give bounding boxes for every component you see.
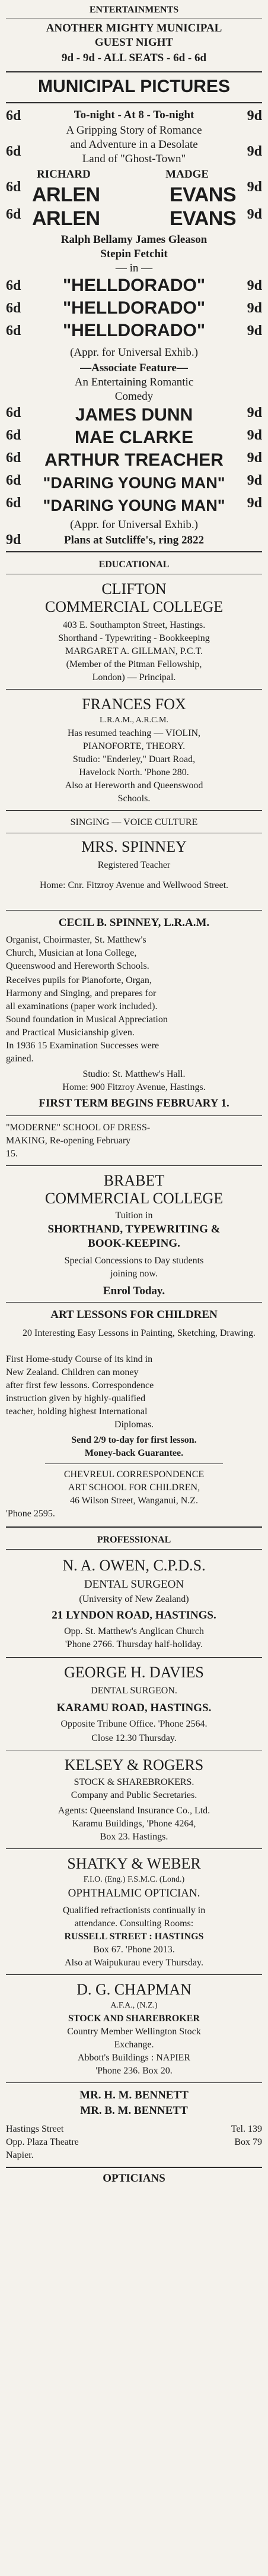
- cecil-text: gained.: [6, 1054, 34, 1064]
- brabet-special-2: joining now.: [110, 1269, 158, 1279]
- star-firstname-left: RICHARD: [37, 168, 91, 181]
- price-left: 6d: [6, 301, 21, 316]
- frances-name: FRANCES FOX: [82, 696, 186, 713]
- art-text: teacher, holding highest International: [6, 1406, 148, 1417]
- film-title-2: "DARING YOUNG MAN": [43, 474, 225, 492]
- chevreul-1: CHEVREUL CORRESPONDENCE: [63, 1469, 205, 1480]
- owen-name: N. A. OWEN, C.P.D.S.: [62, 1557, 206, 1574]
- davies-closed: Close 12.30 Thursday.: [91, 1733, 177, 1743]
- cecil-home: Home: 900 Fitzroy Avenue, Hastings.: [62, 1082, 206, 1092]
- bennett-left-2: Opp. Plaza Theatre: [6, 2137, 79, 2147]
- divider: [6, 810, 262, 811]
- clifton-subjects: Shorthand - Typewriting - Bookkeeping: [58, 633, 210, 643]
- shatky-title: OPHTHALMIC OPTICIAN.: [68, 1887, 200, 1899]
- frances-text: Schools.: [117, 794, 151, 804]
- associate-feature: —Associate Feature—: [80, 362, 188, 374]
- star-evans: EVANS: [169, 207, 236, 230]
- price-right: 9d: [247, 473, 262, 488]
- price-left: 6d: [6, 495, 21, 511]
- cecil-name: CECIL B. SPINNEY, L.R.A.M.: [58, 916, 210, 929]
- cecil-text: and Practical Musicianship given.: [6, 1028, 135, 1038]
- tonight-line: To-night - At 8 - To-night: [74, 109, 194, 121]
- price-right: 9d: [247, 179, 262, 195]
- frances-text: Also at Hereworth and Queenswood: [65, 780, 203, 791]
- star-evans: EVANS: [169, 184, 236, 206]
- owen-address: 21 LYNDON ROAD, HASTINGS.: [52, 1609, 216, 1622]
- approval-note: (Appr. for Universal Exhib.): [70, 519, 198, 531]
- price-right: 9d: [247, 323, 262, 339]
- associate-desc-2: Comedy: [114, 390, 154, 403]
- shatky-text: Qualified refractionists continually in: [62, 1905, 206, 1916]
- brabet-name-2: COMMERCIAL COLLEGE: [44, 1190, 224, 1207]
- star-arthur-treacher: ARTHUR TREACHER: [44, 450, 224, 470]
- frances-text: PIANOFORTE, THEORY.: [82, 741, 186, 751]
- moderne-text: 15.: [6, 1149, 18, 1159]
- price-line: 9d - 9d - ALL SEATS - 6d - 6d: [61, 52, 207, 64]
- price-right: 9d: [247, 144, 262, 159]
- divider: [6, 1526, 262, 1528]
- price-left: 6d: [6, 323, 21, 339]
- divider: [6, 71, 262, 72]
- art-text: New Zealand. Children can money: [6, 1367, 139, 1377]
- moderne-text: "MODERNE" SCHOOL OF DRESS-: [6, 1123, 151, 1133]
- film-title: "HELLDORADO": [62, 298, 206, 318]
- shatky-text: Box 67. 'Phone 2013.: [93, 1945, 175, 1955]
- mrs-spinney-role: Registered Teacher: [97, 860, 171, 870]
- star-firstname-right: MADGE: [165, 168, 209, 181]
- divider: [6, 1549, 262, 1550]
- bennett-left-3: Napier.: [6, 2150, 34, 2160]
- frances-text: Studio: "Enderley," Duart Road,: [72, 754, 196, 764]
- brabet-special: Special Concessions to Day students: [64, 1256, 204, 1266]
- chapman-text: Country Member Wellington Stock: [67, 2027, 201, 2037]
- owen-opp: Opp. St. Matthew's Anglican Church: [64, 1626, 204, 1636]
- divider: [6, 2082, 262, 2083]
- art-send-2: Money-back Guarantee.: [84, 1448, 184, 1458]
- bennett-name-1: MR. H. M. BENNETT: [79, 2089, 189, 2101]
- price-left: 6d: [6, 450, 21, 466]
- price-right: 9d: [247, 207, 262, 222]
- cecil-text: Receives pupils for Pianoforte, Organ,: [6, 975, 152, 985]
- divider: [6, 2167, 262, 2168]
- shatky-text: attendance. Consulting Rooms:: [74, 1918, 194, 1929]
- bennett-name-2: MR. B. M. BENNETT: [80, 2104, 188, 2117]
- price-right: 9d: [247, 450, 262, 466]
- divider: [6, 1302, 262, 1303]
- davies-address: KARAMU ROAD, HASTINGS.: [56, 1702, 212, 1714]
- brabet-name-1: BRABET: [103, 1172, 165, 1189]
- section-heading-opticians: OPTICIANS: [103, 2172, 165, 2185]
- divider: [6, 1115, 262, 1116]
- art-text: instruction given by highly-qualified: [6, 1393, 146, 1404]
- divider: [6, 910, 262, 911]
- singing-kicker: SINGING — VOICE CULTURE: [70, 817, 198, 827]
- shatky-quals: F.I.O. (Eng.) F.S.M.C. (Lond.): [83, 1875, 185, 1884]
- approval-note: (Appr. for Universal Exhib.): [70, 346, 198, 359]
- tagline-3: Land of "Ghost-Town": [82, 153, 186, 165]
- frances-quals: L.R.A.M., A.R.C.M.: [100, 716, 168, 725]
- chevreul-2: ART SCHOOL FOR CHILDREN,: [68, 1483, 200, 1493]
- tagline-2: and Adventure in a Desolate: [70, 138, 198, 151]
- art-lessons-title: ART LESSONS FOR CHILDREN: [50, 1308, 218, 1321]
- divider: [6, 102, 262, 103]
- price-left: 6d: [6, 428, 21, 443]
- price-left: 6d: [6, 144, 21, 159]
- price-right: 9d: [247, 278, 262, 293]
- frances-text: Havelock North. 'Phone 280.: [79, 767, 189, 777]
- section-heading-entertainments: ENTERTAINMENTS: [89, 5, 179, 15]
- art-text: Diplomas.: [114, 1420, 154, 1430]
- mrs-spinney-home: Home: Cnr. Fitzroy Avenue and Wellwood Street.: [39, 880, 229, 890]
- price-left: 6d: [6, 207, 21, 222]
- kelsey-sub: Company and Public Secretaries.: [71, 1790, 197, 1800]
- section-heading-professional: PROFESSIONAL: [97, 1535, 171, 1545]
- tagline-1: A Gripping Story of Romance: [66, 124, 202, 137]
- price-right: 9d: [247, 495, 262, 511]
- cecil-text: Sound foundation in Musical Appreciation: [6, 1014, 168, 1025]
- star-mae-clarke: MAE CLARKE: [75, 428, 193, 447]
- supporting-cast-2: Stepin Fetchit: [100, 248, 168, 260]
- divider: [6, 1848, 262, 1849]
- cecil-term: FIRST TERM BEGINS FEBRUARY 1.: [39, 1097, 229, 1110]
- owen-phone: 'Phone 2766. Thursday half-holiday.: [65, 1639, 203, 1649]
- brabet-tuition: Tuition in: [115, 1210, 153, 1221]
- price-right: 9d: [247, 301, 262, 316]
- owen-uni: (University of New Zealand): [79, 1594, 189, 1604]
- price-left: 9d: [6, 532, 21, 548]
- kelsey-agents: Agents: Queensland Insurance Co., Ltd.: [58, 1806, 210, 1816]
- kelsey-title: STOCK & SHAREBROKERS.: [74, 1777, 194, 1787]
- clifton-principal-2: (Member of the Pitman Fellowship,: [66, 659, 202, 669]
- divider: [6, 689, 262, 690]
- price-left: 6d: [6, 108, 21, 124]
- mrs-spinney-name: MRS. SPINNEY: [81, 838, 187, 855]
- price-left: 6d: [6, 179, 21, 195]
- plans-line: Plans at Sutcliffe's, ring 2822: [64, 534, 204, 546]
- price-right: 9d: [247, 108, 262, 124]
- davies-name: GEORGE H. DAVIES: [64, 1664, 204, 1681]
- owen-title: DENTAL SURGEON: [84, 1578, 184, 1591]
- cecil-text: In 1936 15 Examination Successes were: [6, 1041, 159, 1051]
- chapman-name: D. G. CHAPMAN: [76, 1981, 192, 1998]
- divider: [6, 1974, 262, 1975]
- clifton-address: 403 E. Southampton Street, Hastings.: [62, 620, 206, 630]
- bennett-right-2: Box 79: [234, 2137, 262, 2147]
- headline-line-1: ANOTHER MIGHTY MUNICIPAL: [46, 22, 222, 34]
- price-left: 6d: [6, 405, 21, 421]
- kelsey-agents-2: Karamu Buildings, 'Phone 4264,: [72, 1819, 196, 1829]
- cecil-text: Organist, Choirmaster, St. Matthew's: [6, 935, 146, 945]
- shatky-text: Also at Waipukurau every Thursday.: [65, 1958, 203, 1968]
- shatky-name: SHATKY & WEBER: [67, 1855, 201, 1872]
- clifton-name-2: COMMERCIAL COLLEGE: [44, 598, 224, 615]
- associate-desc: An Entertaining Romantic: [74, 376, 194, 388]
- brabet-subjects-2: BOOK-KEEPING.: [88, 1237, 180, 1250]
- clifton-principal-3: London) — Principal.: [92, 672, 176, 682]
- cecil-text: Queenswood and Hereworth Schools.: [6, 961, 149, 971]
- star-arlen: ARLEN: [32, 184, 100, 206]
- art-text: 20 Interesting Easy Lessons in Painting, Sketching, Drawing.: [23, 1328, 256, 1338]
- bennett-right-1: Tel. 139: [231, 2124, 262, 2134]
- star-arlen: ARLEN: [32, 207, 100, 230]
- art-send: Send 2/9 to-day for first lesson.: [71, 1435, 197, 1445]
- brabet-subjects: SHORTHAND, TYPEWRITING &: [47, 1223, 221, 1235]
- star-james-dunn: JAMES DUNN: [75, 405, 193, 425]
- divider: [6, 1657, 262, 1658]
- shatky-text: RUSSELL STREET : HASTINGS: [64, 1932, 204, 1942]
- film-title: "HELLDORADO": [62, 321, 206, 340]
- chapman-text: Exchange.: [114, 2040, 154, 2050]
- supporting-cast: Ralph Bellamy James Gleason: [60, 233, 208, 246]
- chapman-text: 'Phone 236. Box 20.: [95, 2066, 173, 2076]
- film-title: "HELLDORADO": [62, 276, 206, 295]
- chapman-quals: A.F.A., (N.Z.): [110, 2001, 158, 2010]
- cecil-text: Harmony and Singing, and prepares for: [6, 988, 157, 998]
- frances-text: Has resumed teaching — VIOLIN,: [67, 728, 201, 738]
- divider: [6, 551, 262, 552]
- art-text: First Home-study Course of its kind in: [6, 1354, 153, 1364]
- davies-opp: Opposite Tribune Office. 'Phone 2564.: [60, 1719, 208, 1729]
- price-left: 6d: [6, 278, 21, 293]
- cecil-studio: Studio: St. Matthew's Hall.: [82, 1069, 186, 1079]
- film-title-2: "DARING YOUNG MAN": [43, 497, 225, 514]
- clifton-principal: MARGARET A. GILLMAN, P.C.T.: [65, 646, 203, 656]
- moderne-text: MAKING, Re-opening February: [6, 1136, 131, 1146]
- price-right: 9d: [247, 428, 262, 443]
- cecil-text: Church, Musician at Iona College,: [6, 948, 137, 958]
- section-heading-educational: EDUCATIONAL: [98, 560, 170, 570]
- chapman-text: Abbott's Buildings : NAPIER: [77, 2053, 190, 2063]
- art-text: after first few lessons. Correspondence: [6, 1380, 154, 1390]
- bennett-left-1: Hastings Street: [6, 2124, 64, 2134]
- brabet-enrol: Enrol Today.: [103, 1285, 165, 1297]
- chevreul-phone: 'Phone 2595.: [6, 1509, 55, 1519]
- headline-line-2: GUEST NIGHT: [94, 36, 174, 49]
- chevreul-3: 46 Wilson Street, Wanganui, N.Z.: [69, 1496, 199, 1506]
- chapman-title: STOCK AND SHAREBROKER: [68, 2014, 200, 2024]
- divider: [6, 1165, 262, 1166]
- price-right: 9d: [247, 405, 262, 421]
- in-line: — in —: [115, 262, 153, 274]
- kelsey-box: Box 23. Hastings.: [100, 1832, 168, 1842]
- price-left: 6d: [6, 473, 21, 488]
- davies-title: DENTAL SURGEON.: [91, 1686, 177, 1696]
- cecil-text: all examinations (paper work included).: [6, 1001, 158, 1012]
- municipal-pictures-title: MUNICIPAL PICTURES: [38, 77, 230, 96]
- clifton-name-1: CLIFTON: [101, 580, 167, 598]
- kelsey-name: KELSEY & ROGERS: [64, 1756, 204, 1774]
